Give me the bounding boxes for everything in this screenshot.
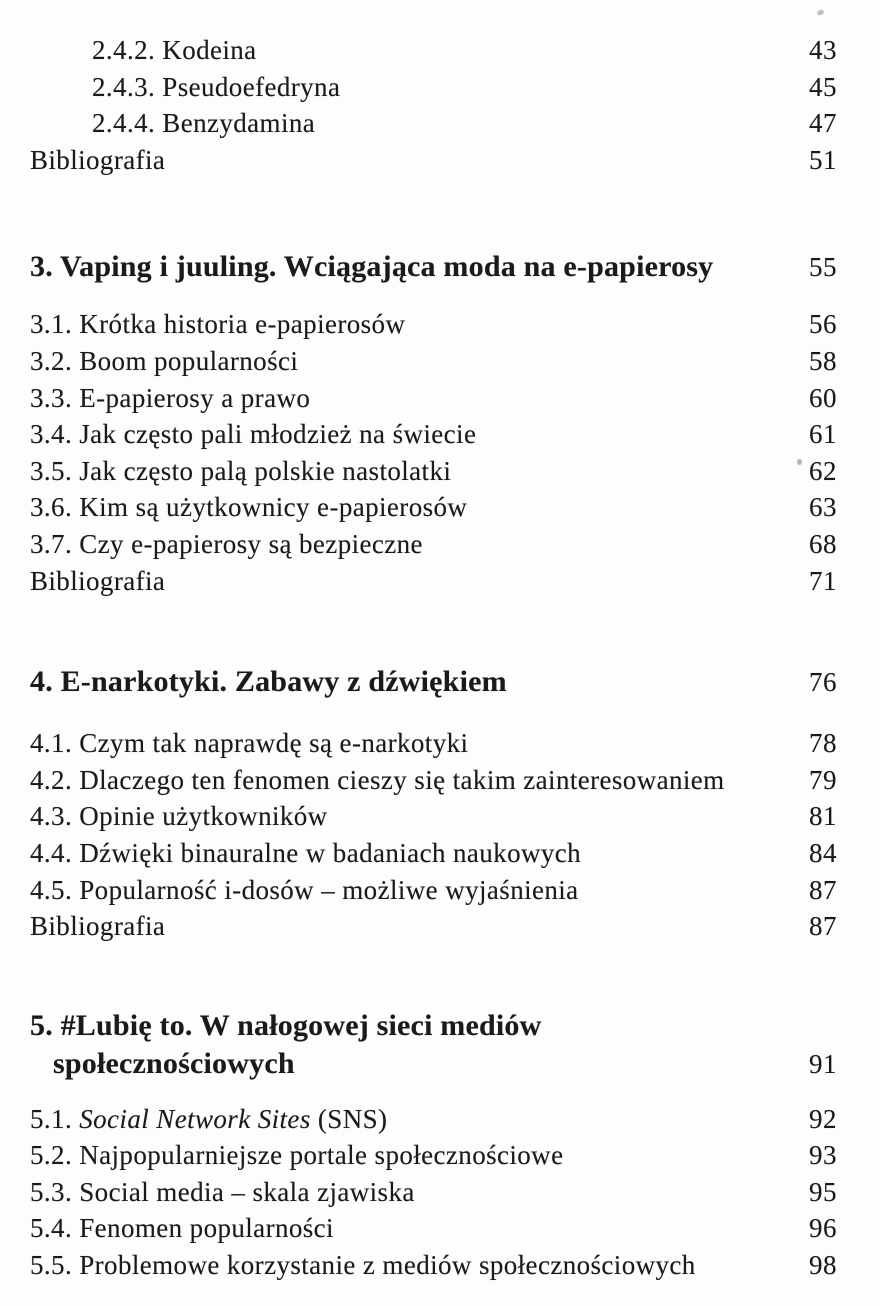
- toc-entry: [30, 105, 837, 142]
- toc-entry-label: [30, 1101, 785, 1138]
- toc-entry: [30, 908, 837, 945]
- chapter-heading-line1: 5. #Lubię to. W nałogowej sieci mediów: [30, 1008, 542, 1042]
- toc-entry-page: 87: [809, 874, 837, 905]
- toc-entry: [30, 798, 837, 835]
- toc-entry: [30, 835, 837, 872]
- scan-speck-icon: [816, 9, 825, 17]
- toc-entry-page: 63: [809, 492, 837, 523]
- toc-entry: [30, 1210, 837, 1247]
- toc-entry-label: 3.6. Kim są użytkownicy e-papierosów: [30, 492, 468, 523]
- toc-entry-label: 3.2. Boom popularności: [30, 345, 299, 376]
- toc-entry-page: 96: [809, 1213, 837, 1244]
- toc-entry-label: 3.7. Czy e-papierosy są bezpieczne: [30, 528, 423, 559]
- toc-entry-page: 81: [809, 801, 837, 832]
- toc-entry: [30, 1174, 837, 1211]
- chapter-heading-page: 91: [809, 1048, 837, 1079]
- toc-entry: [30, 69, 837, 106]
- toc-entry-label: Bibliografia: [30, 911, 166, 942]
- scan-speck-icon: [797, 459, 802, 465]
- toc-entry-page: 95: [809, 1176, 837, 1207]
- toc-entry-label: 3.1. Krótka historia e-papierosów: [30, 309, 406, 340]
- toc-entry: [30, 872, 837, 909]
- toc-entry-number: 5.1.: [30, 1103, 80, 1134]
- toc-entry: [30, 380, 837, 417]
- toc-entry-italic-title: Social Network Sites: [79, 1103, 311, 1134]
- toc-entry: [30, 1247, 837, 1284]
- toc-entry-label: 5.4. Fenomen popularności: [30, 1213, 334, 1244]
- toc-entry-suffix: (SNS): [310, 1103, 388, 1134]
- toc-entry-page: 45: [809, 71, 837, 102]
- chapter-heading-label: 4. E-narkotyki. Zabawy z dźwiękiem: [30, 665, 507, 699]
- toc-entry-page: 93: [809, 1140, 837, 1171]
- toc-entry-page: 92: [809, 1103, 837, 1134]
- toc-entry-label: 4.4. Dźwięki binauralne w badaniach naukowych: [30, 837, 582, 868]
- toc-entry-page: 43: [809, 35, 837, 65]
- toc-entry-label: 4.2. Dlaczego ten fenomen cieszy się takim zainteresowaniem: [30, 764, 725, 795]
- toc-entry-label: 5.3. Social media – skala zjawiska: [30, 1176, 415, 1207]
- chapter-heading-page: 76: [809, 667, 837, 698]
- toc-entry-label: 4.3. Opinie użytkowników: [30, 801, 328, 832]
- toc-entry: [30, 725, 837, 762]
- toc-entry-page: 78: [809, 728, 837, 759]
- toc-entry: [30, 343, 837, 380]
- toc-entry-label: 2.4.2. Kodeina: [92, 35, 257, 65]
- toc-entry-label: 4.1. Czym tak naprawdę są e-narkotyki: [30, 728, 469, 759]
- toc-entry: [30, 142, 837, 179]
- toc-entry: [30, 526, 837, 563]
- toc-entry-label: 4.5. Popularność i-dosów – możliwe wyjaśnienia: [30, 874, 579, 905]
- chapter-heading-page: 55: [809, 252, 837, 283]
- chapter-5-heading: [30, 1007, 837, 1083]
- toc-entry-page: 47: [809, 108, 837, 139]
- chapter-heading-line2: społecznościowych: [53, 1046, 295, 1080]
- toc-entry: [30, 489, 837, 526]
- toc-entry-label: 2.4.3. Pseudoefedryna: [92, 71, 341, 102]
- toc-entry-label: 5.2. Najpopularniejsze portale społecznościowe: [30, 1140, 564, 1171]
- toc-entry: [30, 416, 837, 453]
- toc-entry-label: 3.3. E-papierosy a prawo: [30, 382, 311, 413]
- toc-entry-page: 61: [809, 419, 837, 450]
- toc-entry: [30, 1101, 837, 1138]
- toc-entry-page: 71: [809, 565, 837, 596]
- toc-entry-label: Bibliografia: [30, 144, 166, 175]
- chapter-3-heading: [30, 248, 837, 286]
- toc-entry-label: Bibliografia: [30, 565, 166, 596]
- toc-entry-label: 2.4.4. Benzydamina: [92, 108, 316, 139]
- toc-entry-page: 79: [809, 764, 837, 795]
- toc-entry-page: 60: [809, 382, 837, 413]
- toc-entry-page: 68: [809, 528, 837, 559]
- toc-entry: [30, 563, 837, 600]
- toc-entry: [30, 762, 837, 799]
- toc-entry-label: 3.5. Jak często palą polskie nastolatki: [30, 455, 452, 486]
- toc-entry: [30, 32, 837, 69]
- toc-entry-page: 56: [809, 309, 837, 340]
- toc-entry-label: 5.5. Problemowe korzystanie z mediów społecznościowych: [30, 1250, 696, 1281]
- toc-entry-page: 51: [809, 144, 837, 175]
- toc-entry: [30, 453, 837, 490]
- chapter-heading-label: 3. Vaping i juuling. Wciągająca moda na e-papierosy: [30, 250, 714, 284]
- toc-entry-page: 87: [809, 911, 837, 942]
- toc-entry: [30, 1137, 837, 1174]
- toc-entry-page: 98: [809, 1250, 837, 1281]
- chapter-4-heading: [30, 663, 837, 701]
- toc-entry: [30, 306, 837, 343]
- toc-entry-label: 3.4. Jak często pali młodzież na świecie: [30, 419, 477, 450]
- toc-entry-page: 62: [809, 455, 837, 486]
- toc-entry-page: 84: [809, 837, 837, 868]
- toc-entry-page: 58: [809, 345, 837, 376]
- chapter-heading-label: [30, 1007, 785, 1083]
